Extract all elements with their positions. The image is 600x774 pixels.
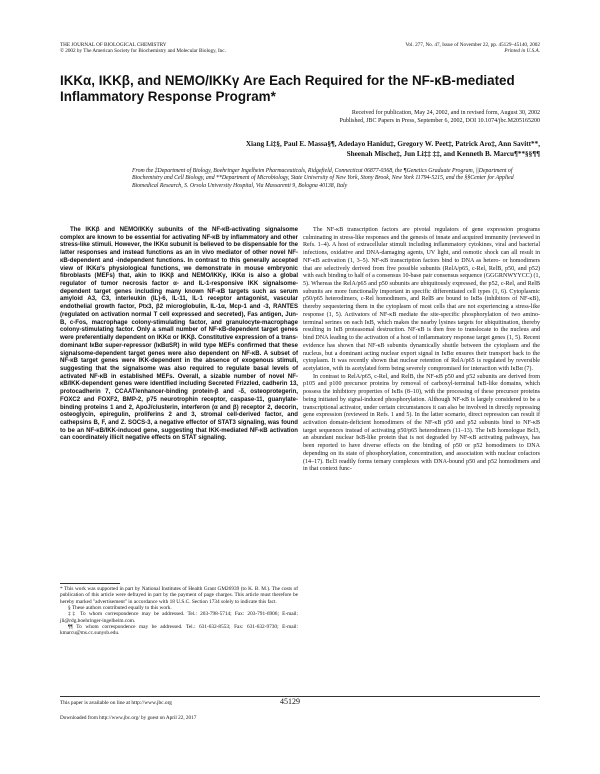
published-date: Published, JBC Papers in Press, September 6, 2002, DOI 10.1074/jbc.M205165200 [339, 117, 540, 124]
introduction-body [303, 227, 540, 474]
footnote-equal-contribution: § These authors contributed equally to this work. [68, 605, 172, 612]
footnote-rule [60, 583, 120, 584]
copyright-line: © 2002 by The American Society for Biochemistry and Molecular Biology, Inc. [60, 48, 226, 55]
abstract: The IKKβ and NEMO/IKKγ subunits of the NF-κB-activating signalsome complex are known to be essential for activating NF-κB by inflammatory and other stress-like stimuli. However, the IKKα subunit is believed to be dispensable for the latter responses and instead functions as an in vivo mediator of other novel NF-κB-dependent and -independent functions. In contrast to this generally accepted view of IKKα's physiological functions, we demonstrate in mouse embryonic fibroblasts (MEFs) that, akin to IKKβ and NEMO/IKKγ, IKKα is also a global regulator of tumor necrosis factor α- and IL-1-responsive IKK signalsome-dependent target genes including many known NF-κB targets such as serum amyloid A3, C3, interleukin (IL)-6, IL-11, IL-1 receptor antagonist, vascular endothelial growth factor, Ptx3, β2 microglobulin, IL-1α, Mcp-1 and -3, RANTES (regulated on activation normal T cell expressed and secreted), Fas antigen, Jun-B, c-Fos, macrophage colony-stimulating factor, and granulocyte-macrophage colony-stimulating factor. Only a small number of NF-κB-dependent target genes were preferentially dependent on IKKα or IKKβ. Constitutive expression of a trans-dominant IκBα super-repressor (IκBαSR) in wild type MEFs confirmed that these signalsome-dependent target genes were also dependent on NF-κB. A subset of NF-κB target genes were IKK-dependent in the absence of exogenous stimuli, suggesting that the signalsome was also required to regulate basal levels of activated NF-κB in established MEFs. Overall, a sizable number of novel NF-κB/IKK-dependent genes were identified including Secreted Frizzled, cadherin 13, protocadherin 7, CCAAT/enhancer-binding protein-β and -δ, osteoprotegerin, FOXC2 and FOXF2, BMP-2, p75 neurotrophin receptor, caspase-11, guanylate-binding proteins 1 and 2, ApoJ/clusterin, interferon (α and β) receptor 2, decorin, osteoglycin, epiregulin, proliferins 2 and 3, stromal cell-derived factor, and cathepsins B, F, and Z. SOCS-3, a negative effector of STAT3 signaling, was found to be an NF-κB/IKK-induced gene, suggesting that IKK-mediated NF-κB activation can coordinately illicit negative effects on STAT signaling. [60, 227, 298, 442]
authors-line-1: Xiang Li‡§, Paul E. Massa§¶, Adedayo Hanidu‡, Gregory W. Peet‡, Patrick Aro‡, Ann Savitt**, [245, 140, 540, 148]
issue-header [320, 42, 540, 55]
free-access-note: This paper is available on line at http://www.jbc.org [60, 700, 172, 706]
authors-line-2: Sheenah Mische‡, Jun Li‡‡ ‡‡, and Kenneth B. Marcu¶**§§¶¶ [346, 150, 540, 158]
footnote-correspondence-1: ‡‡ To whom correspondence may be addressed. Tel.: 203-798-5714; Fax: 203-791-6906; E-mail: jli@rdg.boehringer-ingelheim.com. [60, 611, 298, 624]
affiliations: From the ‡Department of Biology, Boehringer Ingelheim Pharmaceuticals, Ridgefield, Connecticut 06877-0368, the ¶Genetics Graduate Program, ||Department of Biochemistry and Cell Biology, and **Department of Microbiology, State University of New York, Stony Brook, New York 11794-5215, and the §§Center for Applied Biomedical Research, S. Orsola University Hospital, Via Massarenti 9, Bologna 40138, Italy [132, 168, 514, 189]
footnote-correspondence-2: ¶¶ To whom correspondence may be addressed. Tel.: 631-632-8553; Fax: 631-632-9730; E-mail: kmarcu@ms.cc.sunysb.edu. [60, 624, 298, 637]
article-title: IKKα, IKKβ, and NEMO/IKKγ Are Each Required for the NF-κB-mediated Inflammatory Response Program* [60, 73, 515, 104]
journal-name: THE JOURNAL OF BIOLOGICAL CHEMISTRY [60, 42, 167, 48]
printed-line: Printed in U.S.A. [504, 48, 540, 55]
page-number: 45129 [280, 697, 300, 706]
download-note: Downloaded from http://www.jbc.org/ by guest on April 22, 2017 [60, 715, 197, 721]
page-footer-rule [60, 696, 540, 697]
received-date: Received for publication, May 24, 2002, and in revised form, August 30, 2002 [351, 110, 540, 116]
body-paragraph: In contrast to RelA/p65, c-Rel, and RelB, the NF-κB p50 and p52 subunits are derived from p105 and p100 precursor proteins by removal of carboxyl-terminal IκB-like domains, which possess the inhibitory properties of IκBs (8–10), with the processing of these precursor proteins being initiated by signal-induced phosphorylation. Although NF-κB is largely considered to be a transcriptional activator, under certain circumstances it can also be involved in directly repressing gene expression (reviewed in Refs. 1 and 5). In the latter scenario, direct repression can result if activation domain-deficient homodimers of the NF-κB p50 and p52 subunits bind to NF-κB target sequences instead of activating p50/p65 heterodimers (11–13). The IκB homologue Bcl3, an abundant nuclear IκB-like protein that is not degraded by NF-κB activating pathways, has been reported to have diverse effects on the binding of p50 or p52 homodimers to DNA depending on its state of phosphorylation, concentration, and association with nuclear cofactors (14–17). Bcl3 readily forms ternary complexes with DNA-bound p50 and p52 homodimers and in that context func- [303, 373, 540, 473]
volume-line: Vol. 277, No. 47, Issue of November 22, pp. 45129–45140, 2002 [405, 42, 540, 48]
footnotes [60, 586, 298, 637]
footnote-funding: * This work was supported in part by National Institutes of Health Grant GM26939 (to K. B. M.). The costs of publication of this article were defrayed in part by the payment of page charges. This article must therefore be hereby marked "advertisement" in accordance with 18 U.S.C. Section 1734 solely to indicate this fact. [60, 586, 298, 605]
author-list [60, 139, 540, 159]
publication-dates [80, 110, 540, 125]
body-paragraph: The NF-κB transcription factors are pivotal regulators of gene expression programs culminating in stress-like responses and the genesis of innate and acquired immunity (reviewed in Refs. 1–4). A host of extracellular stimuli including inflammatory cytokines, viral and bacterial infections, oxidative and DNA-damaging agents, UV light, and osmotic shock can all result in NF-κB activation (1, 3–5). NF-κB transcription factors bind to DNA as hetero- or homodimers that are selectively derived from five possible subunits (RelA/p65, c-Rel, RelB, p50, and p52) with each binding to half of a consensus 10-base pair consensus sequence (GGGRNWYYCC) (1, 5). Whereas the RelA/p65 and p50 subunits are ubiquitously expressed, the p52, c-Rel, and RelB subunits are more functionally important in specific differentiated cell types (1, 6). Cytoplasmic p50/p65 heterodimers, c-Rel homodimers, and RelB are bound to IκBs (inhibitors of NF-κB), thereby sequestering them in the cytoplasm of most cells that are not experiencing a stress-like response (1, 5). Activators of NF-κB mediate the site-specific phosphorylation of two amino-terminal serines on each IκB, which makes the nearby lysines targets for ubiquitination, thereby resulting in IκB proteasomal destruction. NF-κB is then free to translocate to the nucleus and bind DNA leading to the activation of a host of inflammatory response target genes (1, 5). Recent evidence has shown that NF-κB subunits dynamically shuttle between the cytoplasm and the nucleus, but a dominant acting nuclear export signal in IκBα ensures their transport back to the cytoplasm. It was recently shown that nuclear retention of RelA/p65 is regulated by reversible acetylation, with its acetylated form being severely compromised for interaction with IκBα (7). [303, 227, 540, 372]
journal-header [60, 42, 320, 55]
